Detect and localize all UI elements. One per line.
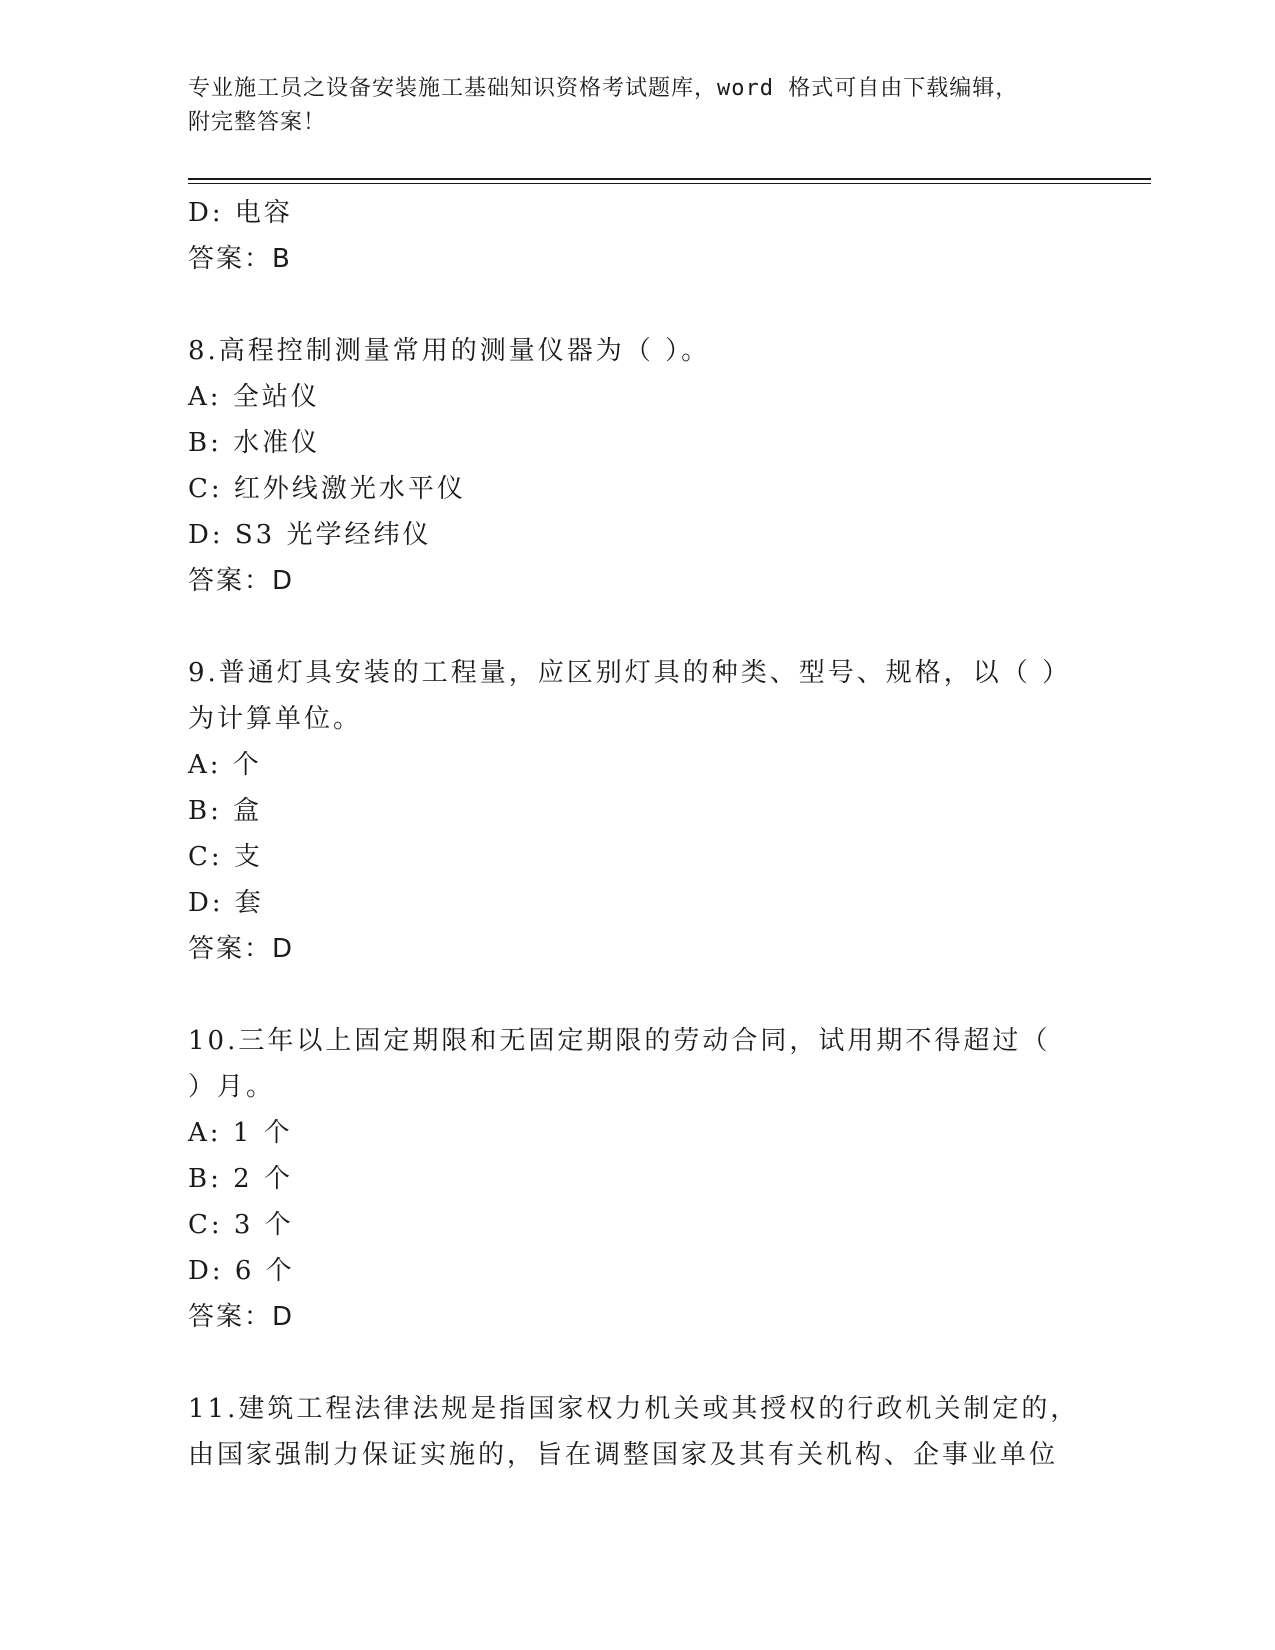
header-title-line-2: 附完整答案！ [188, 110, 327, 135]
question-stem: 8.高程控制测量常用的测量仪器为（ ）。 [188, 336, 711, 366]
option-b: B: 水准仪 [188, 428, 321, 458]
header-title-line-1: 专业施工员之设备安装施工基础知识资格考试题库，word 格式可自由下载编辑， [188, 76, 1019, 101]
option-b: B: 盒 [188, 796, 263, 826]
document-header [188, 72, 1068, 140]
header-divider-thick [188, 178, 1151, 180]
answer: 答案：D [188, 1302, 295, 1332]
question-stem-line-2: ）月。 [188, 1072, 276, 1102]
question-stem-line-2: 为计算单位。 [188, 704, 363, 734]
question-stem-line-2: 由国家强制力保证实施的，旨在调整国家及其有关机构、企事业单位 [188, 1440, 1059, 1470]
question-7 [188, 190, 1088, 282]
option-a: A: 个 [188, 750, 262, 780]
option-d: D: S3 光学经纬仪 [188, 520, 432, 550]
question-10 [188, 1018, 1088, 1340]
answer: 答案：D [188, 566, 295, 596]
option-c: C: 3 个 [188, 1210, 294, 1240]
option-d: D: 电容 [188, 198, 293, 228]
option-d: D: 套 [188, 888, 264, 918]
header-divider-thin [188, 183, 1151, 184]
question-stem-line-1: 11.建筑工程法律法规是指国家权力机关或其授权的行政机关制定的， [188, 1394, 1080, 1424]
answer: 答案：D [188, 934, 295, 964]
question-stem-line-1: 10.三年以上固定期限和无固定期限的劳动合同，试用期不得超过（ [188, 1026, 1051, 1056]
question-11 [188, 1386, 1088, 1478]
answer: 答案：B [188, 244, 292, 274]
option-c: C: 红外线激光水平仪 [188, 474, 466, 504]
option-d: D: 6 个 [188, 1256, 295, 1286]
option-a: A: 1 个 [188, 1118, 293, 1148]
question-stem-line-1: 9.普通灯具安装的工程量，应区别灯具的种类、型号、规格，以（ ） [188, 658, 1072, 688]
question-list [188, 190, 1088, 1478]
option-a: A: 全站仪 [188, 382, 320, 412]
question-8 [188, 328, 1088, 604]
option-b: B: 2 个 [188, 1164, 293, 1194]
option-c: C: 支 [188, 842, 263, 872]
question-9 [188, 650, 1088, 972]
